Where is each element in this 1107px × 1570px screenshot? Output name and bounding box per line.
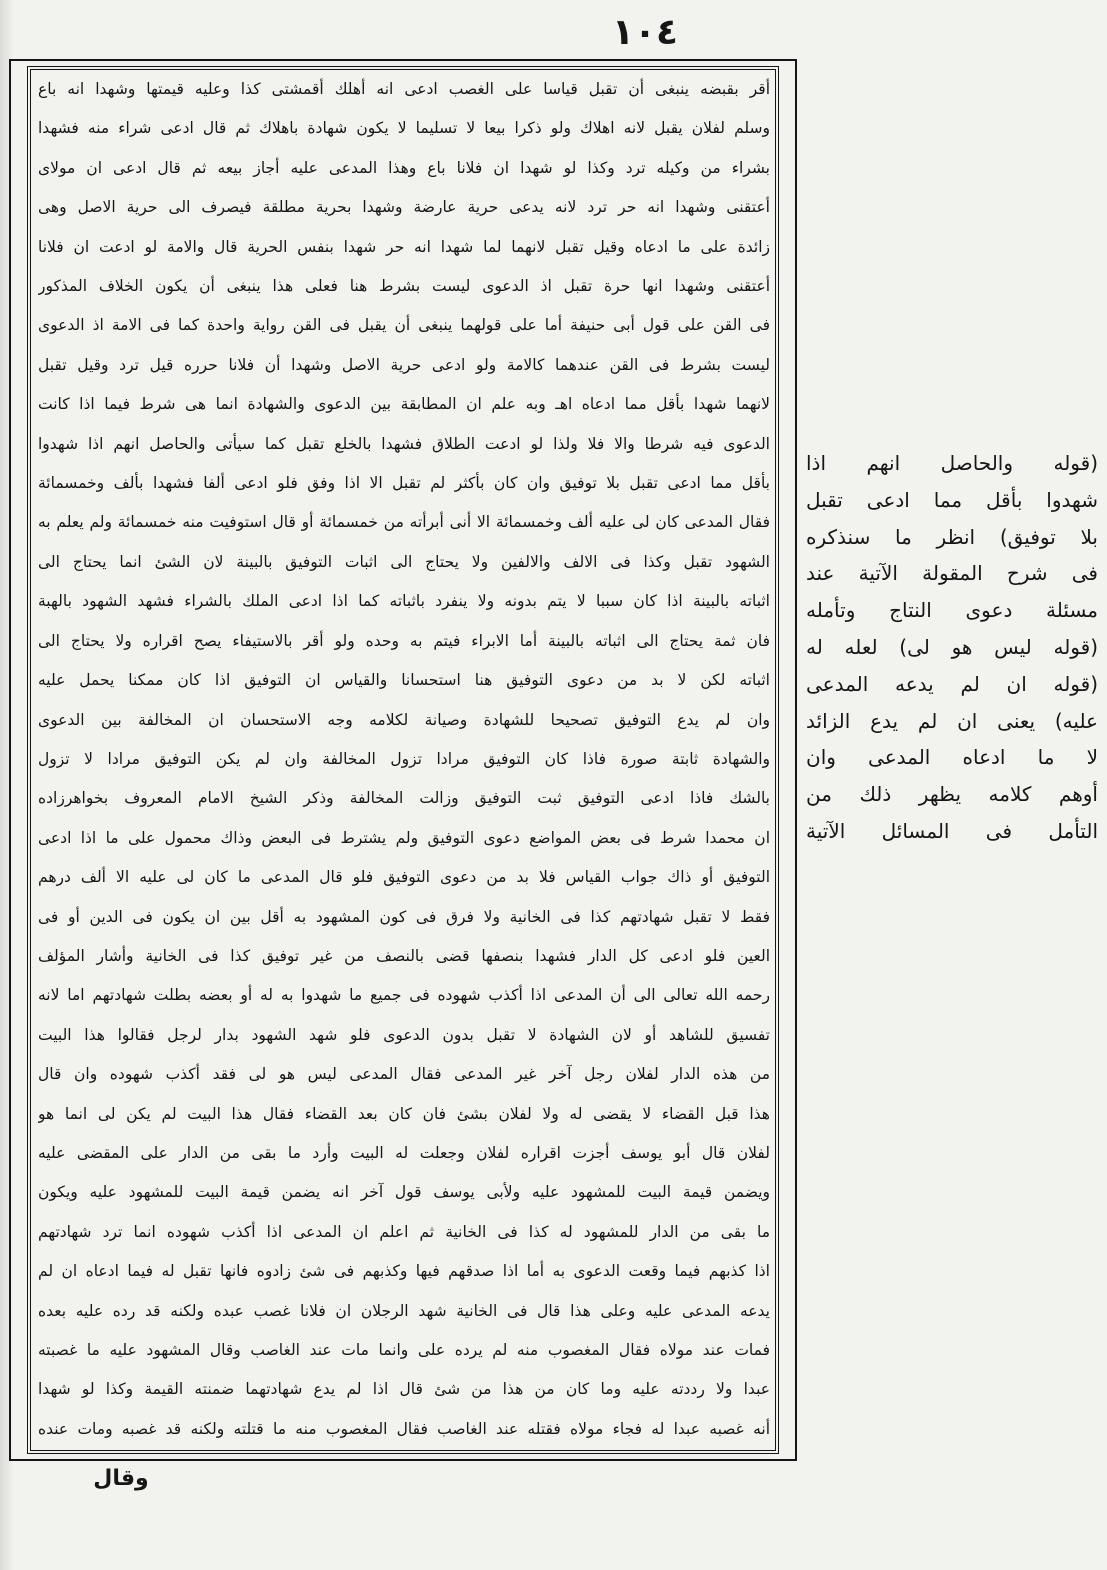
main-text-line: لفلان قال أبو يوسف أجزت اقراره لفلان وجعلت له البيت وأرد ما بقى من الدار على المقضى عليه (38, 1143, 770, 1162)
main-text-line: هذا قبل القضاء لا يقضى له ولا لفلان بشئ فان كان بعد القضاء فقال هذا البيت لم يكن لى انما هو (38, 1104, 770, 1123)
main-text-line: الدعوى فيه شرطا والا فلا ولذا لو ادعت الطلاق فشهدا بالخلع تقبل كما سيأتى والحاصل انهم اذا شهدوا (38, 434, 770, 453)
main-text-block (38, 70, 770, 1448)
main-text-line: لانهما شهدا بأقل مما ادعاه اهـ وبه علم ان المطابقة بين الدعوى والشهادة انما هى شرط فيما اذا كانت (38, 395, 770, 414)
main-text-line: فان ثمة يحتاج الى اثباته بالبينة أما الابراء فيتم به وحده ولو أقر بالاستيفاء يصح اقراره ولا يحتاج الى (38, 631, 770, 650)
main-text-line: ليست بشرط فى القن عندهما كالامة ولو ادعى حرية الاصل وشهدا أن فلانا حرره قيل ترد وقيل تقبل (38, 355, 770, 374)
margin-note-line: التأمل فى المسائل الآتية (806, 818, 1098, 843)
margin-note-line: فى شرح المقولة الآتية عند (806, 561, 1098, 586)
margin-note-line: (قوله ليس هو لى) لعله له (806, 634, 1098, 659)
main-text-line: فقال المدعى كان لى عليه ألف وخمسمائة الا أنى أبرأته من خمسمائة أو قال استوفيت منه خمسمائة ولم يعلم به (38, 513, 770, 532)
margin-note (806, 445, 1098, 849)
main-text-line: ويضمن قيمة البيت للمشهود عليه ولأبى يوسف قول آخر انه يضمن قيمة البيت للمشهود عليه ويكون (38, 1183, 770, 1202)
main-text-line: ان محمدا شرط فى بعض المواضع دعوى التوفيق ولم يشترط فى البعض وذاك محمول على ما اذا ادعى (38, 828, 770, 847)
margin-note-line: شهدوا بأقل مما ادعى تقبل (806, 487, 1098, 512)
margin-note-line: مسئلة دعوى النتاج وتأمله (806, 598, 1098, 623)
main-text-line: أنه غصبه عبدا له فجاء مولاه فقتله عند الغاصب فقال المغصوب منه ما قتلته ولكنه قد غصبه ومات عنده (38, 1419, 770, 1438)
main-text-line: تفسيق للشاهد أو لان الشهادة لا تقبل بدون الدعوى فلو شهد الشهود بدار لرجل فقالوا هذا البيت (38, 1025, 770, 1044)
main-text-line: والشهادة ثابتة صورة فاذا كان التوفيق مرادا تزول المخالفة وان لم يكن التوفيق مرادا لا تزول (38, 749, 770, 768)
margin-note-line: (قوله والحاصل انهم اذا (806, 451, 1098, 475)
main-text-line: من هذه الدار لفلان رجل آخر غير المدعى فقال المدعى ليس هو لى فقد أكذب شهوده وان قال (38, 1065, 770, 1084)
main-text-line: فقط لا تقبل شهادتهم كذا فى الخانية ولا فرق فى كون المشهود به أقل بين ان يكون فى الدين أو فى (38, 907, 770, 926)
main-text-line: وسلم لفلان يقبل لانه اهلاك ولو ذكرا بيعا لا تسليما لا يكون شهادة باهلاك ثم قال ادعى شراء منه فشهدا (38, 119, 770, 138)
main-text-line: اثباته لكن لا بد من دعوى التوفيق هنا استحسانا والقياس ان التوفيق اذا كان ممكنا يحمل عليه (38, 671, 770, 690)
main-text-line: اثباته بالبينة اذا كان سببا لا يتم بدونه ولا ينفرد باثباته كما اذا ادعى الملك بالشراء فشهد الشهود بالهبة (38, 592, 770, 611)
main-text-line: فى القن على قول أبى حنيفة أما على قولهما ينبغى أن يقبل فى القن رواية واحدة كما فى الامة اذ الدعوى (38, 316, 770, 335)
catchword: وقال (93, 1466, 149, 1491)
main-text-line: بأقل مما ادعى تقبل بلا توفيق وان كان بأكثر لم تقبل الا اذا وفق فلو ادعى ألفا فشهدا بألف وخمسمائة (38, 474, 770, 493)
main-text-line: العين فلو ادعى كل الدار فشهدا بنصفها قضى بالنصف من غير توفيق كذا فى الخانية وأشار المؤلف (38, 946, 770, 965)
main-text-line: عبدا ولا رددته عليه وما كان من هذا من شئ قال اذا لم يدع شهادتهما ضمنته القيمة وكذا لو شهدا (38, 1380, 770, 1399)
main-text-line: اذا كذبهم فيما وقعت الدعوى به أما اذا صدقهم فيها وكذبهم فى شئ زادوه فانها تقبل له فيما ادعاه ان لم (38, 1262, 770, 1281)
main-text-line: رحمه الله تعالى الى أن المدعى اذا أكذب شهوده فى جميع ما شهدوا به له أو بعضه بطلت شهادتهم اما لانه (38, 986, 770, 1005)
main-text-line: التوفيق أو ذاك جواب القياس فلا بد من دعوى التوفيق فلو قال المدعى ما كان لى عليه الا ألف درهم (38, 868, 770, 887)
page-number: ١٠٤ (612, 12, 678, 53)
main-text-line: الشهود تقبل وكذا فى الالف والالفين ولا يحتاج الى اثبات التوفيق بالبينة لان الشئ انما يحتاج الى (38, 552, 770, 571)
main-text-line: أعتقنى وشهدا انها حرة تقبل اذ الدعوى ليست بشرط هنا فعلى هذا ينبغى أن يكون الخلاف المذكور (38, 277, 770, 296)
main-text-line: يدعه المدعى عليه وعلى هذا قال فى الخانية شهد الرجلان ان فلانا غصب عبده ولكنه قد رده عليه بعده (38, 1301, 770, 1320)
main-text-line: بالشك فاذا ادعى التوفيق ثبت التوفيق وزالت المخالفة وذكر الشيخ الامام المعروف بخواهرزاده (38, 789, 770, 808)
margin-note-line: أوهم كلامه يظهر ذلك من (806, 782, 1098, 807)
margin-note-line: (قوله ان لم يدعه المدعى (806, 671, 1098, 696)
main-text-line: وان لم يدع التوفيق تصحيحا للشهادة وصيانة لكلامه وجه الاستحسان ان المخالفة بين الدعوى (38, 710, 770, 729)
margin-note-line: بلا توفيق) انظر ما سنذكره (806, 524, 1098, 549)
margin-note-line: عليه) يعنى ان لم يدع الزائد (806, 708, 1098, 733)
main-text-line: أعتقنى وشهدا انه حر ترد لانه يدعى حرية عارضة وشهدا بحرية مطلقة فيصرف الى حرية الاصل وهى (38, 198, 770, 217)
main-text-line: فمات عند مولاه فقال المغصوب منه لم يرده على وانما مات عند الغاصب وقال المشهود عليه ما غصبته (38, 1341, 770, 1359)
main-text-line: ما بقى من الدار للمشهود له كذا فى الخانية ثم اعلم ان المدعى اذا أكذب شهوده انما ترد شهادتهم (38, 1222, 770, 1241)
main-text-line: زائدة على ما ادعاه وقيل تقبل لانهما لما شهدا انه حر شهدا بنفس الحرية قال والامة لو ادعت ان فلانا (38, 237, 770, 256)
margin-note-line: لا ما ادعاه المدعى وان (806, 745, 1098, 770)
main-text-line: بشراء من وكيله ترد وكذا لو شهدا ان فلانا باع وهذا المدعى عليه أجاز بيعه ثم قال ادعى ان مولاى (38, 158, 770, 177)
main-text-line: أقر بقبضه ينبغى أن تقبل قياسا على الغصب ادعى انه أهلك أقمشتى كذا وعليه قيمتها وشهدا انه باع (38, 80, 770, 98)
